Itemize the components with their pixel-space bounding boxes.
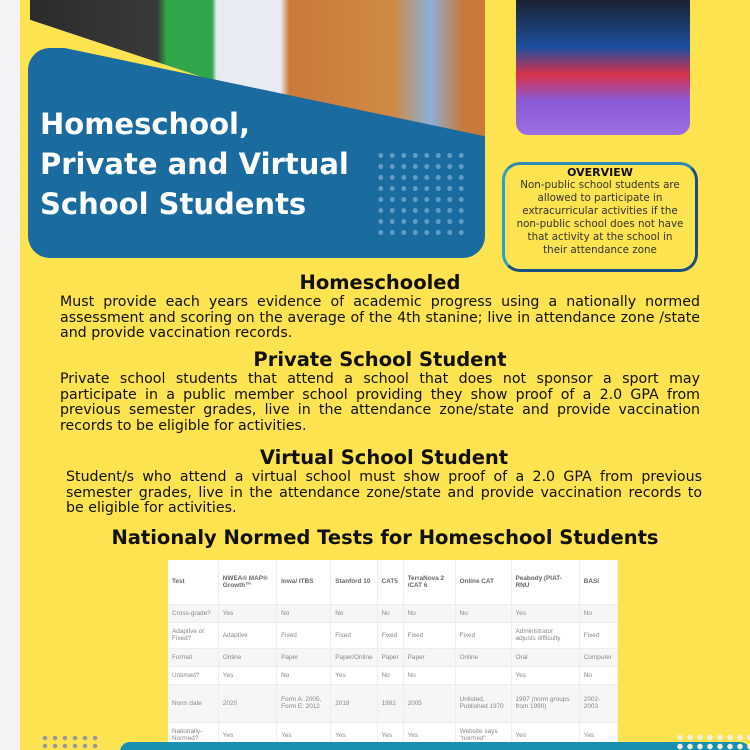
dot-pattern-decoration	[675, 733, 750, 750]
table-cell: Yes	[511, 666, 579, 684]
column-header: Iowa/ ITBS	[277, 560, 331, 604]
column-header: BASI	[579, 560, 617, 604]
dot-pattern-decoration	[40, 734, 100, 750]
table-cell: Yes	[277, 722, 331, 748]
table-cell: Yes	[218, 666, 276, 684]
table-cell: Yes	[218, 604, 276, 622]
section-heading: Homeschooled	[299, 271, 461, 294]
table-row	[168, 684, 618, 722]
table-cell: Administrator adjusts difficulty	[511, 622, 579, 648]
table-cell: Fixed	[331, 622, 377, 648]
section-homeschooled	[60, 271, 700, 342]
table-cell: Yes	[511, 604, 579, 622]
table-cell: Online	[218, 648, 276, 666]
table-cell: Oral	[511, 648, 579, 666]
table-cell: Yes	[377, 722, 403, 748]
table-row	[168, 666, 618, 684]
column-header: CAT5	[377, 560, 403, 604]
table-cell: Computer	[579, 648, 617, 666]
table-cell: Fixed	[455, 622, 511, 648]
section-body: Private school students that attend a school that does not sponsor a sport may participate in a public member school providing they show proof of a 2.0 GPA from previous semester grades, live in the attendance zone/state and provide vaccination records to be eligible for activities.	[60, 371, 700, 434]
table-cell: No	[331, 604, 377, 622]
table-cell: No	[403, 666, 455, 684]
row-label: Format	[168, 648, 218, 666]
table-cell: Online	[455, 648, 511, 666]
section-virtual	[66, 446, 702, 517]
column-header: TerraNova 2 /CAT 6	[403, 560, 455, 604]
bottom-banner	[120, 742, 750, 750]
table-cell: Fixed	[277, 622, 331, 648]
table-cell: No	[277, 604, 331, 622]
table-cell: Fixed	[579, 622, 617, 648]
table-cell: Paper/Online	[331, 648, 377, 666]
table-cell: Paper	[377, 648, 403, 666]
table-cell: Website says "normed"	[455, 722, 511, 748]
title-line: School Students	[40, 187, 307, 221]
table-cell: Yes	[331, 722, 377, 748]
table-cell: Yes	[331, 666, 377, 684]
column-header: Test	[168, 560, 218, 604]
table-cell: 2005	[403, 684, 455, 722]
column-header: Online CAT	[455, 560, 511, 604]
dot-pattern-decoration	[375, 150, 467, 238]
row-label: Adaptive or Fixed?	[168, 622, 218, 648]
table-row	[168, 648, 618, 666]
table-cell: 2020	[218, 684, 276, 722]
table-cell: Yes	[579, 722, 617, 748]
table-cell: No	[377, 666, 403, 684]
table-cell: No	[579, 666, 617, 684]
table-cell: Fixed	[403, 622, 455, 648]
table-cell: Unlisted, Published 1970	[455, 684, 511, 722]
table-cell: Yes	[403, 722, 455, 748]
flyer-page	[20, 0, 750, 750]
table-row	[168, 604, 618, 622]
table-cell: 1997 (norm groups from 1990)	[511, 684, 579, 722]
row-label: Cross-grade?	[168, 604, 218, 622]
overview-heading: OVERVIEW	[567, 166, 633, 179]
section-heading: Private School Student	[253, 348, 507, 371]
table-cell: No	[377, 604, 403, 622]
table-cell: No	[403, 604, 455, 622]
column-header: Stanford 10	[331, 560, 377, 604]
section-body: Student/s who attend a virtual school must show proof of a 2.0 GPA from previous semester grades, live in the attendance zone/state and provide vaccination records to be eligible for activities.	[66, 469, 702, 516]
table-row	[168, 622, 618, 648]
row-label: Nationally-Normed?	[168, 722, 218, 748]
table-cell: No	[579, 604, 617, 622]
section-private	[60, 348, 700, 434]
table-header-row	[168, 560, 618, 604]
table-cell: 1992	[377, 684, 403, 722]
table-cell: Paper	[403, 648, 455, 666]
section-body: Must provide each years evidence of academic progress using a nationally normed assessment and scoring on the average of the 4th stanine; live in attendance zone /state and provide vaccination records.	[60, 294, 700, 341]
table-cell: No	[455, 604, 511, 622]
column-header: NWEA® MAP® Growth™	[218, 560, 276, 604]
overview-text: Non-public school students are allowed to participate in extracurricular activities if the non-public school does not have that activity at the school in their attendance zone	[516, 179, 684, 256]
section-heading: Virtual School Student	[259, 446, 509, 469]
table-cell: Form A: 2005, Form E: 2012	[277, 684, 331, 722]
table-cell: Fixed	[377, 622, 403, 648]
title-line: Private and Virtual	[40, 147, 349, 181]
table-title: Nationaly Normed Tests for Homeschool Students	[111, 526, 659, 549]
page-title	[40, 104, 349, 224]
column-header: Peabody (PIAT-RNU	[511, 560, 579, 604]
table-cell	[455, 666, 511, 684]
overview-box	[502, 162, 698, 272]
table-cell: 2002-2003	[579, 684, 617, 722]
title-line: Homeschool,	[40, 107, 250, 141]
table-cell: Yes	[218, 722, 276, 748]
table-cell: Yes	[511, 722, 579, 748]
table-cell: 2018	[331, 684, 377, 722]
table-cell: Adaptive	[218, 622, 276, 648]
cheerleading-photo	[516, 0, 690, 135]
row-label: Norm date	[168, 684, 218, 722]
tests-table	[168, 560, 618, 748]
table-cell: Paper	[277, 648, 331, 666]
table-cell: No	[277, 666, 331, 684]
row-label: Untimed?	[168, 666, 218, 684]
